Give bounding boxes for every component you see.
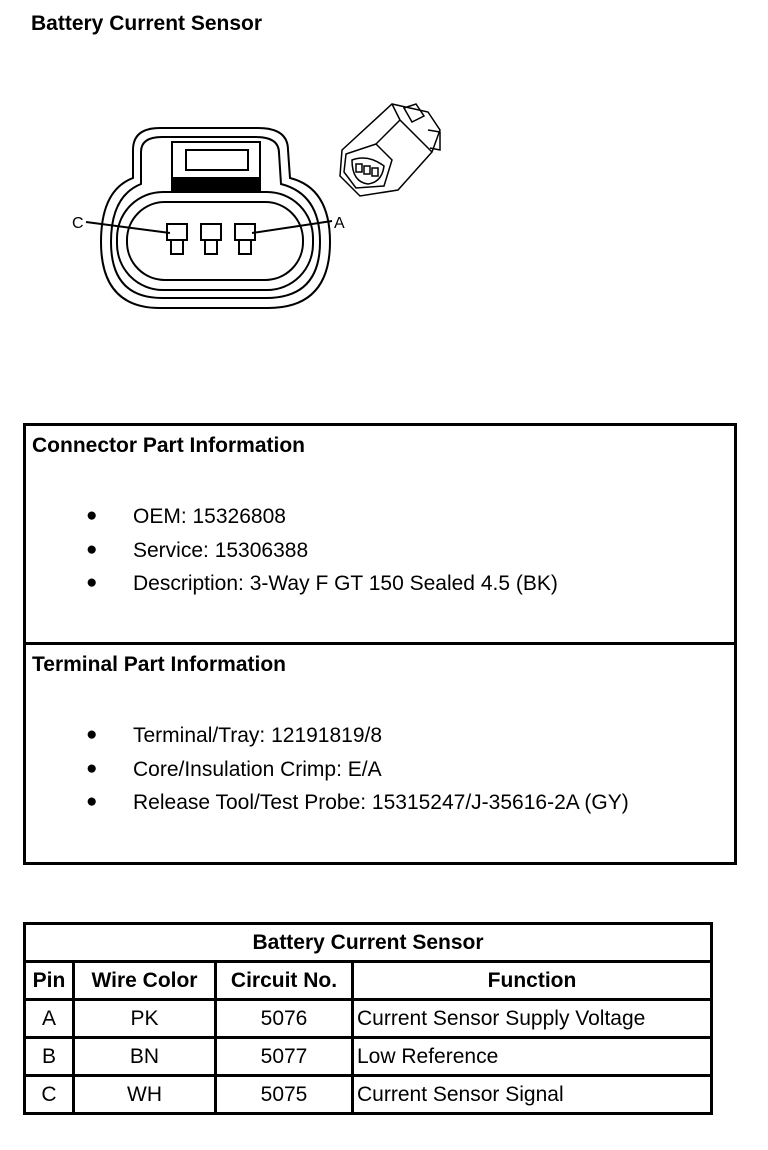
pin-table (23, 922, 713, 1115)
pin-cell: A (25, 1000, 74, 1038)
column-header: Pin (25, 962, 74, 1000)
pin-cell: C (25, 1076, 74, 1114)
terminal-part-section: Terminal Part Information ● Terminal/Tray: 12191819/8 ● Core/Insulation Crimp: E/A ● Release Tool/Test Probe: 15315247/J-35616-2A (GY) (32, 653, 629, 814)
bullet-icon: ● (86, 538, 98, 560)
column-header: Circuit No. (216, 962, 353, 1000)
pin-label-a: A (334, 215, 345, 232)
table-header-row (25, 962, 712, 1000)
bullet-icon: ● (86, 572, 98, 593)
function-cell: Current Sensor Signal (353, 1076, 712, 1114)
bullet-icon: ● (86, 505, 98, 526)
column-header: Wire Color (74, 962, 216, 1000)
wire-color-cell: BN (74, 1038, 216, 1076)
connector-part-section: Connector Part Information ● OEM: 15326808 ● Service: 15306388 ● Description: 3-Way F GT 150 Sealed 4.5 (BK) (26, 426, 734, 645)
connector-3d-view (340, 104, 440, 196)
table-row (25, 1000, 712, 1038)
pin-cell: B (25, 1038, 74, 1076)
wire-color-cell: PK (74, 1000, 216, 1038)
page-title: Battery Current Sensor (31, 12, 263, 35)
terminal-b (201, 224, 221, 254)
terminal-part-heading: Terminal Part Information (32, 653, 286, 676)
part-info-box (23, 423, 737, 865)
function-cell: Low Reference (353, 1038, 712, 1076)
table-caption: Battery Current Sensor (25, 924, 712, 962)
function-cell: Current Sensor Supply Voltage (353, 1000, 712, 1038)
table-row (25, 1076, 712, 1114)
bullet-icon: ● (86, 757, 98, 779)
connector-diagram (0, 100, 460, 320)
terminal-a (235, 224, 255, 254)
terminal-c (167, 224, 187, 254)
wire-color-cell: WH (74, 1076, 216, 1114)
connector-part-heading: Connector Part Information (32, 434, 306, 457)
column-header: Function (353, 962, 712, 1000)
bullet-icon: ● (86, 724, 98, 745)
circuit-cell: 5075 (216, 1076, 353, 1114)
pin-label-c: C (72, 215, 84, 232)
table-row (25, 1038, 712, 1076)
circuit-cell: 5077 (216, 1038, 353, 1076)
circuit-cell: 5076 (216, 1000, 353, 1038)
bullet-icon: ● (86, 791, 98, 812)
